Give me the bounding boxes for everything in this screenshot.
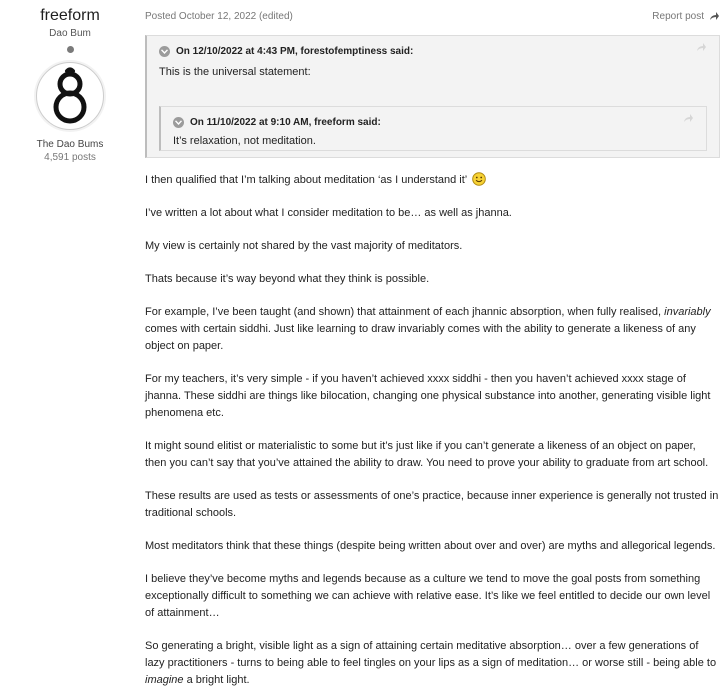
report-post-label[interactable]: Report post [652,10,704,22]
avatar[interactable] [36,62,104,130]
gourd-logo-icon [45,67,95,125]
author-rank: Dao Bum [49,28,91,39]
quote-citation-outer: On 12/10/2022 at 4:43 PM, forestofemptiness said: [176,45,414,57]
post [145,0,720,686]
paragraph: My view is certainly not shared by the vast majority of meditators. [145,240,463,252]
paragraph: Most meditators think that these things (despite being written about over and over) are myths and allegorical legends. [145,540,716,552]
paragraph [145,172,720,189]
online-status-dot [67,46,74,53]
paragraph: It might sound elitist or materialistic to some but it’s just like if you can’t generate a likeness of an object on paper, then you can’t say that you’ve attained the ability to draw. You need to prove your ability to graduate from art school. [145,440,709,469]
author-name[interactable]: freeform [40,7,100,24]
quote-block-outer [145,35,720,158]
author-panel [0,0,140,163]
post-content [145,172,720,686]
paragraph-text: a bright light. [183,674,250,686]
paragraph [145,638,720,686]
paragraph: Thats because it’s way beyond what they think is possible. [145,273,430,285]
chevron-down-icon[interactable] [173,117,184,128]
emphasis: invariably [664,306,711,318]
paragraph-text: For example, I’ve been taught (and shown) that attainment of each jhannic absorption, when fully realised, [145,306,665,318]
paragraph-text: comes with certain siddhi. Just like learning to draw invariably comes with the ability to generate a likeness of any object on paper. [145,323,696,352]
emphasis: imagine [145,674,184,686]
paragraph: For my teachers, it’s very simple - if you haven’t achieved xxxx siddhi - then you haven’t achieved xxxx stage of jhanna. These siddhi are things like bilocation, changing one physical substance into another, generating visible light phenomena etc. [145,373,711,419]
paragraph-text: So generating a bright, visible light as a sign of attaining certain meditative absorption… over a few generations of lazy practitioners - turns to being able to feel tingles on your lips as a sign of meditation… or worse still - being able to [145,640,717,669]
paragraph: These results are used as tests or assessments of one’s practice, because inner experience is generally not trusted in traditional schools. [145,490,719,519]
post-date: Posted October 12, 2022 (edited) [145,10,293,22]
quote-text-outer: This is the universal statement: [159,66,311,78]
paragraph: I believe they’ve become myths and legends because as a culture we tend to move the goal posts from something exceptionally difficult to something we can achieve with relative ease. It’s like we feel entitled to decide our own level of attainment… [145,573,711,619]
paragraph [145,304,720,355]
chevron-down-icon[interactable] [159,46,170,57]
author-post-count: 4,591 posts [44,152,96,163]
quote-citation-inner: On 11/10/2022 at 9:10 AM, freeform said: [190,116,381,128]
quote-header-outer [147,36,719,60]
smiley-icon [472,172,486,186]
share-arrow-icon[interactable] [683,113,694,123]
quote-header-inner [161,107,706,131]
share-arrow-icon [709,11,720,21]
report-post-link[interactable] [652,11,720,22]
quote-text-inner: It’s relaxation, not meditation. [173,135,316,147]
share-arrow-icon[interactable] [696,42,707,52]
paragraph: I’ve written a lot about what I consider meditation to be… as well as jhanna. [145,207,512,219]
post-meta [145,0,720,32]
paragraph-text: I then qualified that I’m talking about meditation ‘as I understand it’ [145,174,467,186]
quote-block-inner [159,106,707,151]
author-group: The Dao Bums [36,139,104,150]
